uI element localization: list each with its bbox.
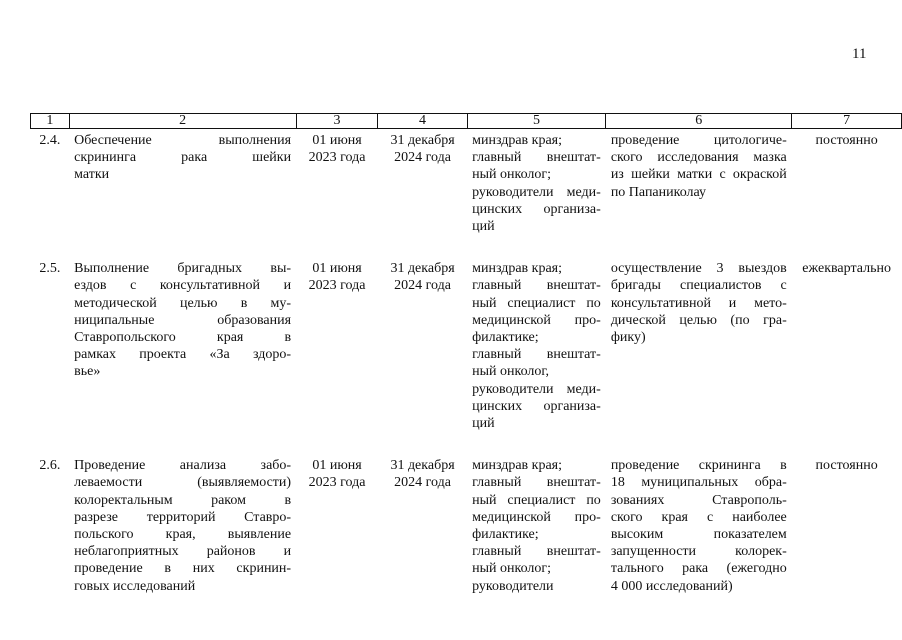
expected-result-line: бригады специалистов с [610, 278, 787, 294]
activity-name-line: Выполнение бригадных вы- [74, 261, 292, 277]
activity-name-line: Обеспечение выполнения [74, 133, 292, 148]
column-number-7: 7 [792, 114, 902, 129]
activity-name-line: Проведение анализа забо- [74, 458, 292, 474]
table-row [31, 129, 902, 258]
expected-result [606, 257, 792, 454]
end-date-line: 2024 года [394, 150, 451, 166]
expected-result-line: 4 000 исследований) [610, 578, 733, 594]
table-body [31, 129, 902, 617]
activity-name-line: неблагоприятных районов и [74, 544, 292, 560]
item-number: 2.4. [39, 133, 61, 148]
responsible-parties-line: руководители меди- [472, 381, 601, 397]
start-date-line: 01 июня [312, 261, 362, 277]
responsible-parties [467, 454, 606, 617]
expected-result-line: из шейки матки с окраской [610, 167, 787, 183]
activity-name-line: ниципальные образования [74, 312, 292, 328]
responsible-parties-line: главный внештат- [472, 475, 601, 491]
responsible-parties-line: руководители [472, 578, 554, 594]
expected-result-line: по Папаниколау [610, 184, 707, 200]
start-date-line: 2023 года [308, 475, 366, 491]
activity-name-line: леваемости (выявляемости) [74, 475, 292, 491]
activity-name [69, 257, 296, 454]
column-number-6: 6 [606, 114, 792, 129]
responsible-parties-line: медицинской про- [472, 312, 601, 328]
activity-name-line: матки [74, 167, 110, 183]
start-date-line: 01 июня [312, 458, 362, 474]
page-number: 11 [852, 46, 867, 62]
periodicity: постоянно [815, 458, 878, 474]
periodicity: ежеквартально [802, 261, 891, 277]
responsible-parties-line: минздрав края; [472, 261, 563, 277]
end-date-line: 2024 года [394, 278, 451, 294]
activity-name-line: скрининга рака шейки [74, 150, 292, 166]
responsible-parties-line: главный внештат- [472, 544, 601, 560]
expected-result-line: фику) [610, 330, 646, 346]
start-date [296, 129, 378, 258]
plan-table [30, 113, 902, 617]
expected-result-line: зованиях Ставрополь- [610, 492, 787, 508]
responsible-parties-line: руководители меди- [472, 184, 601, 200]
responsible-parties-line: филактике; [472, 527, 539, 543]
responsible-parties-line: ций [472, 219, 495, 235]
start-date [296, 454, 378, 617]
activity-name-line: разрезе территорий Ставро- [74, 509, 292, 525]
end-date [378, 257, 467, 454]
item-number: 2.5. [39, 261, 61, 277]
end-date-line: 31 декабря [390, 458, 455, 474]
column-number-4: 4 [378, 114, 467, 129]
column-number-3: 3 [296, 114, 378, 129]
column-number-header [31, 114, 902, 129]
responsible-parties [467, 257, 606, 454]
expected-result-line: консультативной и мето- [610, 295, 787, 311]
column-number-2: 2 [69, 114, 296, 129]
responsible-parties-line: главный внештат- [472, 347, 601, 363]
end-date [378, 454, 467, 617]
expected-result-line: ского исследования мазка [610, 150, 787, 166]
responsible-parties-line: филактике; [472, 330, 539, 346]
activity-name-line: Ставропольского края в [74, 330, 292, 346]
column-number-5: 5 [467, 114, 606, 129]
activity-name-line: рамках проекта «За здоро- [74, 347, 292, 363]
activity-name-line: проведение в них скринин- [74, 561, 292, 577]
end-date-line: 2024 года [394, 475, 451, 491]
end-date-line: 31 декабря [390, 133, 455, 148]
responsible-parties-line: минздрав края; [472, 458, 563, 474]
periodicity: постоянно [815, 133, 878, 148]
activity-name-line: вье» [74, 364, 101, 380]
activity-name [69, 129, 296, 258]
column-number-1: 1 [31, 114, 70, 129]
expected-result-line: проведение цитологиче- [610, 133, 787, 148]
responsible-parties-line: минздрав края; [472, 133, 563, 148]
responsible-parties-line: цинских организа- [472, 398, 601, 414]
expected-result-line: дической целью (по гра- [610, 312, 787, 328]
activity-name-line: говых исследований [74, 578, 196, 594]
expected-result-line: проведение скрининга в [610, 458, 787, 474]
responsible-parties [467, 129, 606, 258]
end-date-line: 31 декабря [390, 261, 455, 277]
item-number: 2.6. [39, 458, 61, 474]
activity-name [69, 454, 296, 617]
responsible-parties-line: ный онколог; [472, 167, 552, 183]
responsible-parties-line: ный специалист по [472, 492, 601, 508]
expected-result-line: высоким показателем [610, 527, 787, 543]
responsible-parties-line: ций [472, 416, 495, 432]
start-date [296, 257, 378, 454]
expected-result-line: тального рака (ежегодно [610, 561, 787, 577]
responsible-parties-line: главный внештат- [472, 278, 601, 294]
start-date-line: 01 июня [312, 133, 362, 148]
responsible-parties-line: ный специалист по [472, 295, 601, 311]
start-date-line: 2023 года [308, 150, 366, 166]
responsible-parties-line: ный онколог; [472, 561, 552, 577]
activity-name-line: польского края, выявление [74, 527, 292, 543]
end-date [378, 129, 467, 258]
responsible-parties-line: ный онколог, [472, 364, 550, 380]
responsible-parties-line: цинских организа- [472, 201, 601, 217]
activity-name-line: ездов с консультативной и [74, 278, 292, 294]
expected-result [606, 129, 792, 258]
start-date-line: 2023 года [308, 278, 366, 294]
activity-name-line: методической целью в му- [74, 295, 292, 311]
responsible-parties-line: главный внештат- [472, 150, 601, 166]
activity-name-line: колоректальным раком в [74, 492, 292, 508]
expected-result-line: осуществление 3 выездов [610, 261, 787, 277]
expected-result [606, 454, 792, 617]
table-row [31, 257, 902, 454]
responsible-parties-line: медицинской про- [472, 509, 601, 525]
expected-result-line: ского края с наиболее [610, 509, 787, 525]
expected-result-line: запущенности колорек- [610, 544, 787, 560]
table-row [31, 454, 902, 617]
expected-result-line: 18 муниципальных обра- [610, 475, 787, 491]
